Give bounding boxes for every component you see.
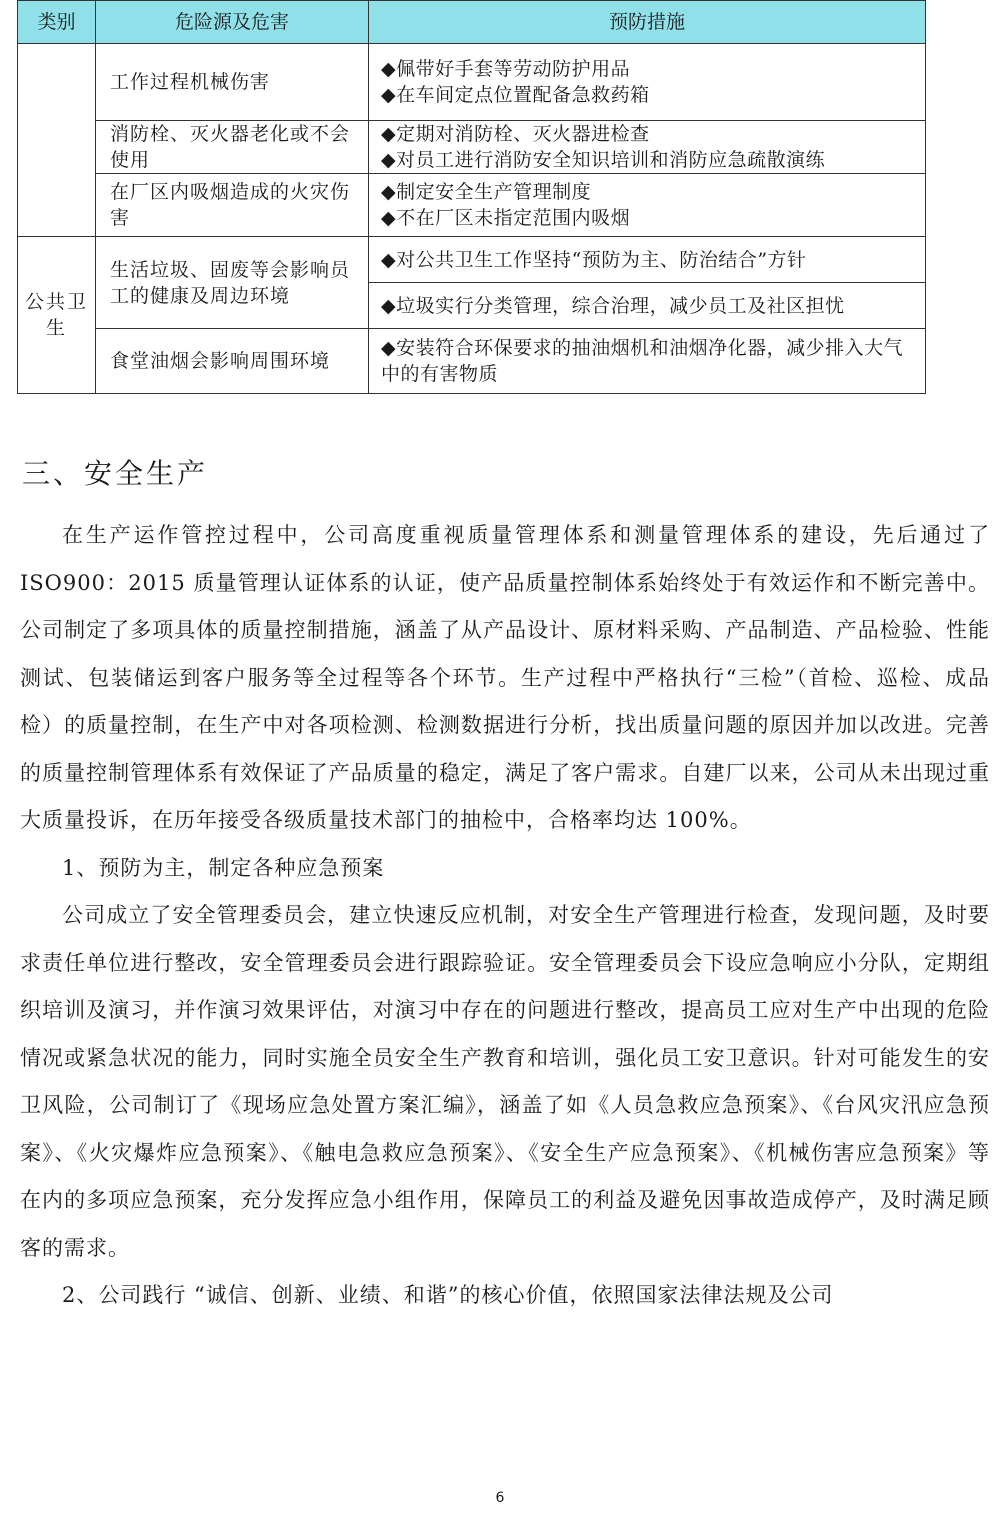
measures-cell	[369, 237, 926, 283]
section-body	[20, 512, 990, 1320]
measures-cell	[369, 121, 926, 174]
hazard-table	[17, 0, 926, 394]
hazard-cell: 消防栓、灭火器老化或不会使用	[96, 121, 369, 174]
measures-cell	[369, 283, 926, 329]
measures-cell	[369, 174, 926, 237]
header-measures: 预防措施	[369, 1, 926, 44]
measure-item: ◆制定安全生产管理制度	[381, 181, 592, 203]
hazard-cell: 食堂油烟会影响周围环境	[96, 329, 369, 394]
measures-cell	[369, 44, 926, 121]
measure-item: ◆不在厂区未指定范围内吸烟	[381, 207, 631, 229]
table-header-row	[18, 1, 926, 44]
header-category: 类别	[18, 1, 96, 44]
category-cell-empty	[18, 44, 96, 237]
hazard-cell: 工作过程机械伤害	[96, 44, 369, 121]
hazard-cell: 在厂区内吸烟造成的火灾伤害	[96, 174, 369, 237]
header-hazard: 危险源及危害	[96, 1, 369, 44]
table-row	[18, 329, 926, 394]
paragraph: 在生产运作管控过程中，公司高度重视质量管理体系和测量管理体系的建设，先后通过了 ISO900：2015 质量管理认证体系的认证，使产品质量控制体系始终处于有效运作和不断完善中。公司制定了多项具体的质量控制措施，涵盖了从产品设计、原材料采购、产品制造、产品检验、性能测试、包装储运到客户服务等全过程等各个环节。生产过程中严格执行“三检”（首检、巡检、成品检）的质量控制，在生产中对各项检测、检测数据进行分析，找出质量问题的原因并加以改进。完善的质量控制管理体系有效保证了产品质量的稳定，满足了客户需求。自建厂以来，公司从未出现过重大质量投诉，在历年接受各级质量技术部门的抽检中，合格率均达 100%。	[20, 523, 990, 832]
table-row	[18, 121, 926, 174]
measure-item: ◆定期对消防栓、灭火器进检查	[381, 123, 650, 145]
measure-item: ◆垃圾实行分类管理，综合治理，减少员工及社区担忧	[381, 294, 845, 317]
measure-item: ◆对公共卫生工作坚持“预防为主、防治结合”方针	[381, 248, 807, 271]
table-row	[18, 237, 926, 283]
subheading: 1、预防为主，制定各种应急预案	[62, 855, 385, 880]
measures-cell: ◆安装符合环保要求的抽油烟机和油烟净化器，减少排入大气中的有害物质	[369, 329, 926, 394]
table-row	[18, 174, 926, 237]
measure-item: ◆在车间定点位置配备急救药箱	[381, 84, 650, 106]
measure-item: ◆对员工进行消防安全知识培训和消防应急疏散演练	[381, 149, 826, 171]
page-number: 6	[495, 1490, 505, 1506]
section-title: 三、安全生产	[22, 457, 209, 490]
measure-item: ◆佩带好手套等劳动防护用品	[381, 58, 631, 80]
paragraph: 2、公司践行 “诚信、创新、业绩、和谐”的核心价值，依照国家法律法规及公司	[62, 1283, 834, 1307]
hazard-cell: 生活垃圾、固废等会影响员工的健康及周边环境	[96, 237, 369, 329]
paragraph: 公司成立了安全管理委员会，建立快速反应机制，对安全生产管理进行检查，发现问题，及时要求责任单位进行整改，安全管理委员会进行跟踪验证。安全管理委员会下设应急响应小分队，定期组织培训及演习，并作演习效果评估，对演习中存在的问题进行整改，提高员工应对生产中出现的危险情况或紧急状况的能力，同时实施全员安全生产教育和培训，强化员工安卫意识。针对可能发生的安卫风险，公司制订了《现场应急处置方案汇编》，涵盖了如《人员急救应急预案》、《台风灾汛应急预案》、《火灾爆炸应急预案》、《触电急救应急预案》、《安全生产应急预案》、《机械伤害应急预案》等在内的多项应急预案，充分发挥应急小组作用，保障员工的利益及避免因事故造成停产，及时满足顾客的需求。	[20, 903, 990, 1260]
table-row	[18, 44, 926, 121]
category-cell: 公共卫生	[18, 237, 96, 394]
